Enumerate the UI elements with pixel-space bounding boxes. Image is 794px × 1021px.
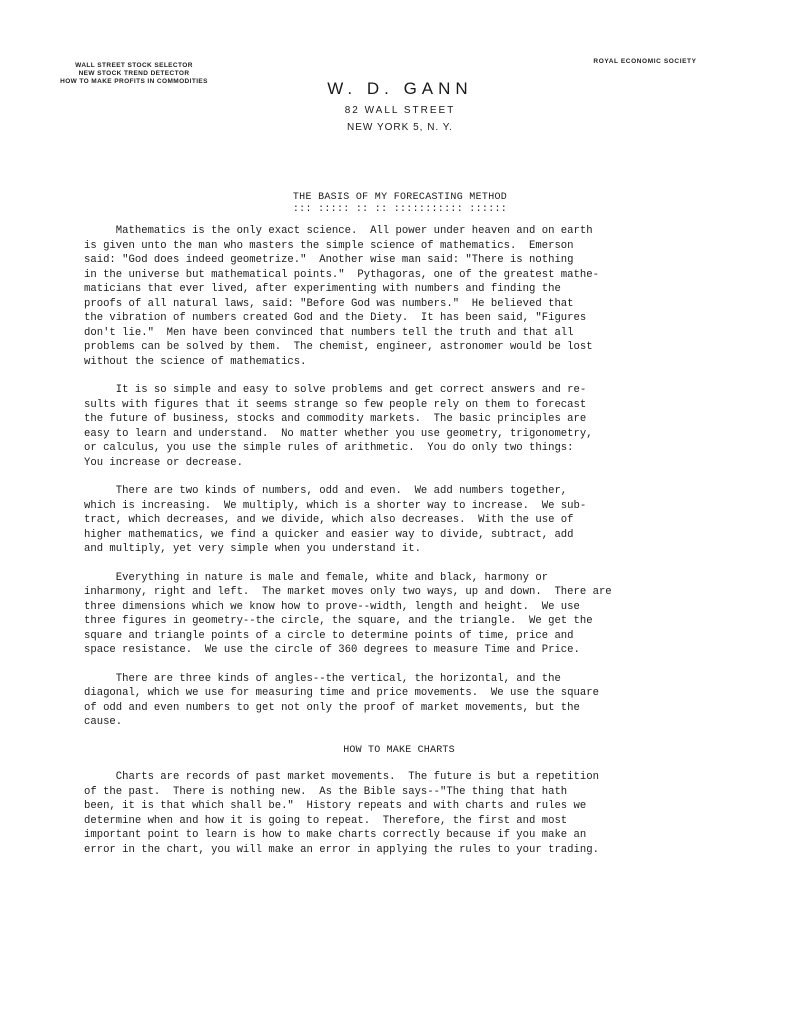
text-line: of the past. There is nothing new. As the Bible says--"The thing that hath <box>84 785 568 798</box>
text-line: easy to learn and understand. No matter whether you use geometry, trigonometry, <box>84 427 593 440</box>
text-line: or calculus, you use the simple rules of arithmetic. You do only two things: <box>84 442 574 454</box>
text-line: been, it is that which shall be." History repeats and with charts and rules we <box>84 800 587 812</box>
letterhead <box>220 78 580 136</box>
paragraph-mathematics <box>84 224 714 369</box>
section-heading: HOW TO MAKE CHARTS <box>343 744 455 756</box>
text-line: the vibration of numbers created God and the Diety. It has been said, "Figures <box>84 312 587 324</box>
text-line: three dimensions which we know how to prove--width, length and height. We use <box>84 600 580 613</box>
text-line: without the science of mathematics. <box>84 355 307 368</box>
text-line: diagonal, which we use for measuring time and price movements. We use the square <box>84 687 599 699</box>
text-line: three figures in geometry--the circle, the square, and the triangle. We get the <box>84 615 593 627</box>
text-line: proofs of all natural laws, said: "Before God was numbers." He believed that <box>84 297 574 310</box>
letterhead-book-3: HOW TO MAKE PROFITS IN COMMODITIES <box>60 78 208 85</box>
letterhead-book-1: WALL STREET STOCK SELECTOR <box>75 62 193 69</box>
text-line: said: "God does indeed geometrize." Another wise man said: "There is nothing <box>84 254 574 266</box>
text-line: square and triangle points of a circle to determine points of time, price and <box>84 629 574 642</box>
document-body <box>84 224 714 871</box>
text-line: Mathematics is the only exact science. All power under heaven and on earth <box>84 225 593 237</box>
letterhead-book-2: NEW STOCK TREND DETECTOR <box>78 70 190 77</box>
text-line: of odd and even numbers to get not only the proof of market movements, but the <box>84 701 580 714</box>
document-title: THE BASIS OF MY FORECASTING METHOD <box>292 192 508 203</box>
text-line: problems can be solved by them. The chemist, engineer, astronomer would be lost <box>84 341 593 353</box>
text-line: and multiply, yet very simple when you understand it. <box>84 543 421 555</box>
title-underline: ::: ::::: :: :: ::::::::::: :::::: <box>292 204 508 215</box>
text-line: the future of business, stocks and commodity markets. The basic principles are <box>84 413 587 425</box>
text-line: inharmony, right and left. The market moves only two ways, up and down. There are <box>84 586 612 598</box>
text-line: in the universe but mathematical points." Pythagoras, one of the greatest mathe- <box>84 268 599 281</box>
text-line: sults with figures that it seems strange so few people rely on them to forecast <box>84 398 587 411</box>
letterhead-name: W. D. GANN <box>327 79 473 98</box>
paragraph-simple-figures <box>84 383 714 470</box>
text-line: higher mathematics, we find a quicker and easier way to divide, subtract, add <box>84 528 574 541</box>
text-line: is given unto the man who masters the simple science of mathematics. Emerson <box>84 239 574 252</box>
text-line: Charts are records of past market movements. The future is but a repetition <box>84 771 599 783</box>
text-line: There are three kinds of angles--the vertical, the horizontal, and the <box>84 672 561 685</box>
text-line: It is so simple and easy to solve problems and get correct answers and re- <box>84 384 587 396</box>
text-line: don't lie." Men have been convinced that numbers tell the truth and that all <box>84 326 574 339</box>
text-line: You increase or decrease. <box>84 456 243 469</box>
text-line: maticians that ever lived, after experimenting with numbers and finding the <box>84 283 561 295</box>
letterhead-book-list <box>44 62 224 86</box>
letterhead-society: ROYAL ECONOMIC SOCIETY <box>593 58 697 65</box>
text-line: which is increasing. We multiply, which is a shorter way to increase. We sub- <box>84 499 587 512</box>
text-line: determine when and how it is going to repeat. Therefore, the first and most <box>84 814 568 827</box>
text-line: tract, which decreases, and we divide, which also decreases. With the use of <box>84 514 574 526</box>
paragraph-numbers <box>84 484 714 557</box>
paragraph-nature <box>84 571 714 658</box>
letterhead-city: NEW YORK 5, N. Y. <box>347 122 453 133</box>
text-line: space resistance. We use the circle of 360 degrees to measure Time and Price. <box>84 644 580 656</box>
letterhead-address: 82 WALL STREET <box>344 105 456 116</box>
paragraph-charts <box>84 770 714 857</box>
text-line: Everything in nature is male and female, white and black, harmony or <box>84 571 549 584</box>
text-line: error in the chart, you will make an error in applying the rules to your trading. <box>84 843 599 856</box>
text-line: There are two kinds of numbers, odd and even. We add numbers together, <box>84 485 568 497</box>
text-line: cause. <box>84 716 123 728</box>
text-line: important point to learn is how to make charts correctly because if you make an <box>84 829 587 841</box>
paragraph-angles <box>84 672 714 730</box>
